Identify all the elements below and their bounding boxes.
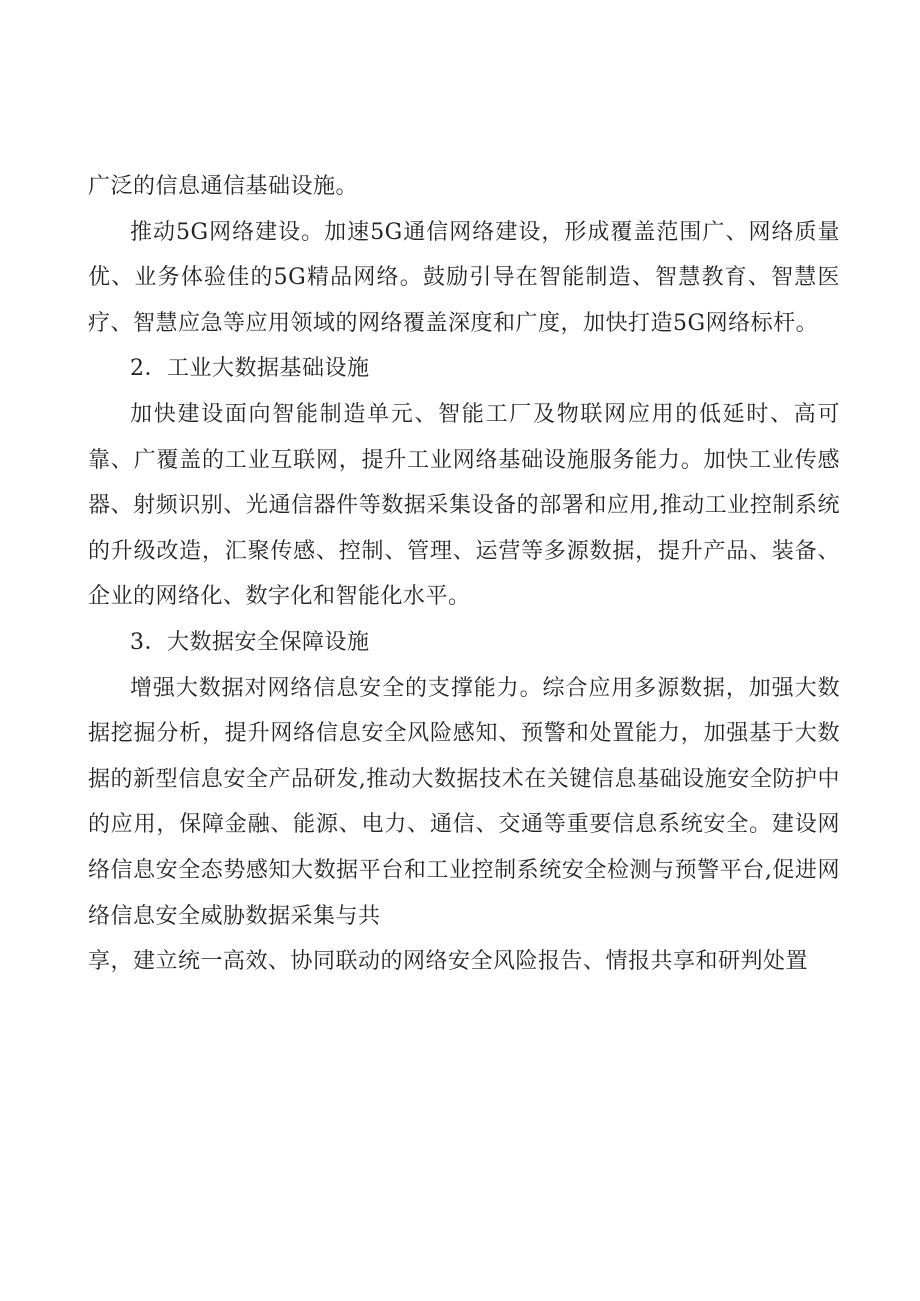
section-heading-big-data-security: 3．大数据安全保障设施: [130, 629, 370, 655]
paragraph-big-data-security: 增强大数据对网络信息安全的支撑能力。综合应用多源数据，加强大数据挖掘分析，提升网络信息安全风险感知、预警和处置能力，加强基于大数据的新型信息安全产品研发,推动大数据技术在关键信息基础设施安全防护中的应用，保障金融、能源、电力、通信、交通等重要信息系统安全。建设网络信息安全态势感知大数据平台和工业控制系统安全检测与预警平台,促进网络信息安全威胁数据采集与共: [88, 675, 840, 929]
section-heading-industrial-big-data: 2．工业大数据基础设施: [130, 356, 370, 382]
document-body: [88, 164, 840, 985]
paragraph-5g-network: 推动5G网络建设。加速5G通信网络建设，形成覆盖范围广、网络质量优、业务体验佳的5G精品网络。鼓励引导在智能制造、智慧教育、智慧医疗、智慧应急等应用领域的网络覆盖深度和广度，加快打造5G网络标杆。: [88, 219, 840, 336]
paragraph-industrial-big-data: 加快建设面向智能制造单元、智能工厂及物联网应用的低延时、高可靠、广覆盖的工业互联网，提升工业网络基础设施服务能力。加快工业传感器、射频识别、光通信器件等数据采集设备的部署和应用,推动工业控制系统的升级改造，汇聚传感、控制、管理、运营等多源数据，提升产品、装备、企业的网络化、数字化和智能化水平。: [88, 401, 840, 610]
paragraph-continuation: 广泛的信息通信基础设施。: [88, 174, 359, 199]
paragraph-security-continuation: 享，建立统一高效、协同联动的网络安全风险报告、情报共享和研判处置: [88, 949, 809, 975]
